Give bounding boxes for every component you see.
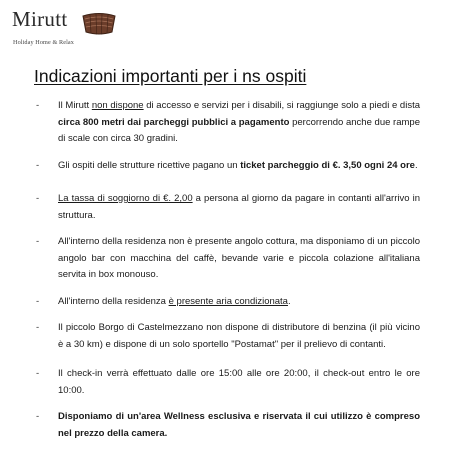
item-text: Il check-in verrà effettuato dalle ore 15:00 alle ore 20:00, il check-out entro le ore 10:00.: [58, 368, 420, 396]
bullet-dash: -: [36, 160, 40, 171]
item-text: Il piccolo Borgo di Castelmezzano non dispone di distributore di benzina (il più vicino è a 30 km) e dispone di un solo sportello "Postamat" per il prelievo di contanti.: [58, 322, 420, 350]
item-text: La tassa di soggiorno di €. 2,00 a persona al giorno da pagare in contanti all'arrivo in struttura.: [58, 193, 420, 221]
page-title: Indicazioni importanti per i ns ospiti: [34, 66, 307, 86]
bullet-dash: -: [36, 322, 40, 333]
item-text: Il Mirutt non dispone di accesso e servizi per i disabili, si raggiunge solo a piedi e dista circa 800 metri dai parcheggi pubblici a pagamento percorrendo anche due rampe di scale con circa 30 gradini.: [58, 100, 420, 144]
logo: [12, 8, 122, 56]
bullet-dash: -: [36, 236, 40, 247]
item-text: Disponiamo di un'area Wellness esclusiva e riservata il cui utilizzo è compreso nel prezzo della camera.: [58, 411, 420, 439]
brand-tagline: Holiday Home & Relax: [13, 39, 74, 46]
item-text: Gli ospiti delle strutture ricettive pagano un ticket parcheggio di €. 3,50 ogni 24 ore.: [58, 160, 418, 171]
bullet-dash: -: [36, 368, 40, 379]
item-text: All'interno della residenza è presente aria condizionata.: [58, 296, 291, 307]
bullet-dash: -: [36, 193, 40, 204]
bullet-dash: -: [36, 100, 40, 111]
item-text: All'interno della residenza non è presente angolo cottura, ma disponiamo di un piccolo angolo bar con macchina del caffè, bevande varie e piccola colazione all'italiana servita in box monouso.: [58, 236, 420, 280]
bullet-dash: -: [36, 296, 40, 307]
basket-icon: [81, 10, 117, 36]
bullet-dash: -: [36, 411, 40, 422]
brand-name: Mirutt: [12, 7, 68, 31]
